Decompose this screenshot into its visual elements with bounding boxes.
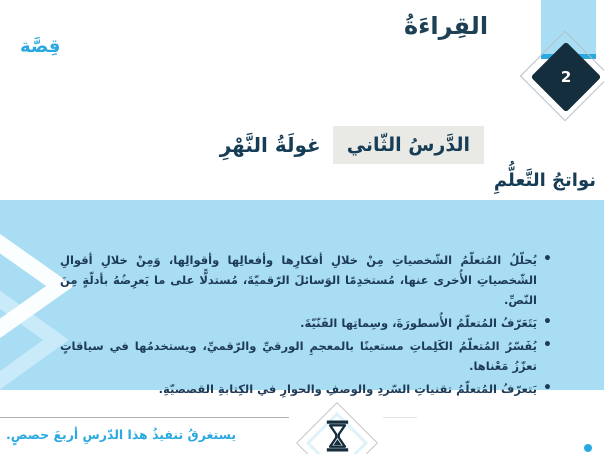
unit-number: 2 <box>560 68 572 86</box>
page-corner-dot <box>584 444 592 452</box>
outcomes-list <box>0 200 604 399</box>
lesson-title-row <box>220 126 484 164</box>
outcome-item: • يَتَعَرّفُ المُتعلّمُ الأُسطورَةَ، وسِماتِها الفَنّيّةَ. <box>60 313 552 333</box>
duration-note: يستغرقُ تنفيذُ هذا الدّرسِ أربعَ حصصٍ. <box>6 427 237 442</box>
lesson-title: غولَةُ النَّهْرِ <box>219 133 321 157</box>
outcome-item: • يُفَسّرُ المُتعلّمُ الكَلِماتِ مستعينًا بالمعجمِ الورقيِّ والرّقميِّ، ويستخدمُها في سياقاتٍ تعزّزُ مَعْناها. <box>60 336 552 376</box>
footer-divider-right <box>383 417 417 418</box>
outcomes-panel <box>0 200 604 396</box>
outcomes-heading: نواتجُ التَّعلُّمِ <box>493 170 596 191</box>
lesson-number-label: الدَّرسُ الثّاني <box>333 126 484 164</box>
footer-divider <box>0 417 289 418</box>
section-title: القِراءَةُ <box>403 12 489 40</box>
outcome-item: • يُحلّلُ المُتعلّمُ الشّخصياتِ مِنْ خلالِ أفكارِها وأفعالِها وأقوالِها، وَمِنْ خلالِ أقوالِ الشّخصياتِ الأُخرى عنها، مُستخدِمًا الوَسائلَ الرّقميّةَ، مُستدلًّا على ما يَعرِضُهُ بأدلّةٍ مِنَ النّصِّ. <box>60 250 552 310</box>
outcome-item: • يَتعرّفُ المُتعلّمُ تقنياتِ السّردِ والوصفِ والحوارِ في الكِتابةِ القصصيّةِ. <box>60 379 552 399</box>
hourglass-icon <box>324 420 351 452</box>
story-type-label: قِصَّة <box>20 36 61 57</box>
